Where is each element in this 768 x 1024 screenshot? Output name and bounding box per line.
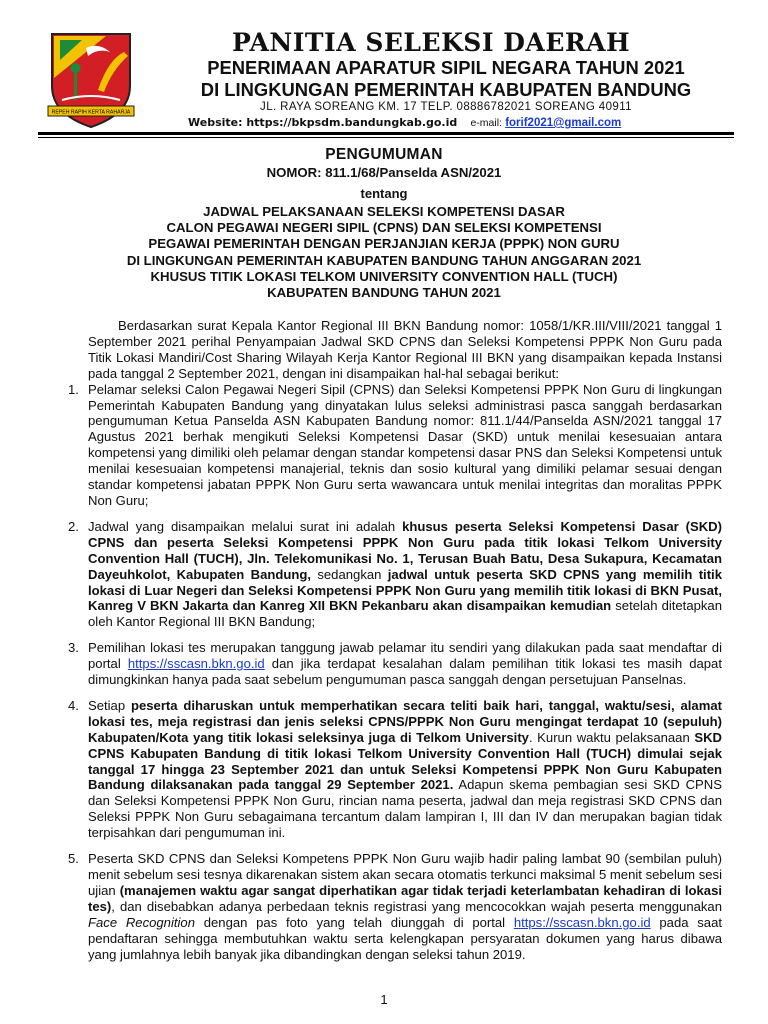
letterhead-line2: DI LINGKUNGAN PEMERINTAH KABUPATEN BANDUNG xyxy=(200,79,692,100)
announcement-subject xyxy=(0,204,768,301)
item-text-bold: jadwal untuk peserta SKD CPNS yang memilih titik lokasi di Luar Negeri dan Seleksi Kompetensi PPPK Non Guru yang memilih titik lokasi di BKN Pusat, Kanreg V BKN Jakarta dan Kanreg XII BKN Pekanbaru akan disampaikan kemudian xyxy=(88,566,722,614)
item-text: Peserta SKD CPNS dan Seleksi Kompetens PPPK Non Guru wajib hadir paling lambat 90 (sembilan puluh) menit sebelum sesi tesnya dikarenakan sistem akan secara otomatis terkunci maksimal 5 menit sebelum sesi ujian xyxy=(88,851,722,898)
sscasn-link[interactable]: https://sscasn.bkn.go.id xyxy=(127,656,265,672)
item-number: 1. xyxy=(68,381,79,397)
list-item xyxy=(68,381,722,509)
item-text: . Kurun waktu pelaksanaan xyxy=(528,729,695,745)
letterhead-address: JL. RAYA SOREANG KM. 17 TELP. 08886782021 SOREANG 40911 xyxy=(260,101,632,113)
item-text-bold: khusus peserta Seleksi Kompetensi Dasar (SKD) CPNS dan peserta Seleksi Kompetensi PPPK Non Guru pada titik lokasi Telkom University Convention Hall (TUCH), Jln. Telekomunikasi No. 1, Terusan Buah Batu, Desa Sukapura, Kecamatan Dayeuhkolot, Kabupaten Bandung, xyxy=(88,518,722,582)
letterhead-rule-thin xyxy=(38,137,734,138)
item-text-italic: Face Recognition xyxy=(88,914,195,930)
subject-line: JADWAL PELAKSANAAN SELEKSI KOMPETENSI DASAR xyxy=(203,204,565,219)
list-item xyxy=(68,518,722,630)
logo-motto: REPEH RAPIH KERTA RAHARJA xyxy=(51,109,131,116)
subject-line: KHUSUS TITIK LOKASI TELKOM UNIVERSITY CONVENTION HALL (TUCH) xyxy=(150,268,618,284)
website-label: Website: https://bkpsdm.bandungkab.go.id xyxy=(188,116,458,129)
list-item xyxy=(68,640,722,688)
item-text: , dan disebabkan adanya perbedaan teknis registrasi yang mencocokkan wajah peserta menggunakan xyxy=(111,898,722,914)
item-text-bold: SKD CPNS Kabupaten Bandung di titik lokasi Telkom University Convention Hall (TUCH) dimulai sejak tanggal 17 hingga 23 September 2021 dan untuk Seleksi Kompetensi PPPK Non Guru Kabupaten Bandung dilaksanakan pada tanggal 29 September 2021. xyxy=(88,729,722,793)
announcement-tentang: tentang xyxy=(360,186,408,201)
item-text: Pemilihan lokasi tes merupakan tanggung jawab pelamar itu sendiri yang dilakukan pada saat mendaftar di portal xyxy=(88,640,722,672)
subject-line: CALON PEGAWAI NEGERI SIPIL (CPNS) DAN SELEKSI KOMPETENSI xyxy=(166,220,602,236)
item-number: 5. xyxy=(68,851,79,867)
page-number: 1 xyxy=(380,992,388,1007)
item-text: sedangkan xyxy=(310,566,388,582)
item-text: dengan pas foto yang telah diunggah di portal xyxy=(195,914,514,930)
email-label: e-mail: xyxy=(470,117,502,129)
item-text: dan jika terdapat kesalahan dalam pemilihan titik lokasi tes masih dapat dimungkinkan hanya pada saat sebelum pengumuman pasca sanggah dengan persetujuan Panselnas. xyxy=(88,656,722,688)
subject-line: PEGAWAI PEMERINTAH DENGAN PERJANJIAN KERJA (PPPK) NON GURU xyxy=(148,236,620,252)
list-item xyxy=(68,851,723,962)
item-number: 2. xyxy=(68,518,79,534)
announcement-body xyxy=(68,318,723,962)
subject-line: DI LINGKUNGAN PEMERINTAH KABUPATEN BANDUNG TAHUN ANGGARAN 2021 xyxy=(126,252,642,268)
kabupaten-bandung-emblem xyxy=(46,30,136,130)
letterhead-title: PANITIA SELEKSI DAERAH xyxy=(232,28,631,57)
item-text: Pelamar seleksi Calon Pegawai Negeri Sipil (CPNS) dan Seleksi Kompetensi PPPK Non Guru di lingkungan Pemerintah Kabupaten Bandung yang dinyatakan lulus seleksi administrasi pasca sanggah berdasarkan pengumuman Ketua Panselda ASN Kabupaten Bandung nomor: 811.1/44/Panselda ASN/2021 tanggal 17 Agustus 2021 berhak mengikuti Seleksi Kompetensi Dasar (SKD) untuk menilai kesesuaian antara kompetensi yang dimiliki oleh pelamar dengan standar kompetensi dasar PNS dan Seleksi Kompetensi untuk menilai kesesuaian kompetensi manajerial, teknis dan sosio kultural yang dimiliki pelamar sesuai dengan standar kompetensi jabatan PPPK Non Guru serta wawancara untuk menilai integritas dan moralitas PPPK Non Guru; xyxy=(88,381,722,508)
list-item xyxy=(68,697,723,841)
email-link[interactable]: forif2021@gmail.com xyxy=(505,117,622,129)
item-number: 3. xyxy=(68,640,79,656)
item-text: Setiap xyxy=(88,697,131,713)
letterhead-contact xyxy=(188,116,621,129)
subject-line: KABUPATEN BANDUNG TAHUN 2021 xyxy=(267,285,501,301)
item-text: Jadwal yang disampaikan melalui surat ini adalah xyxy=(88,518,403,534)
item-text-bold: peserta diharuskan untuk memperhatikan secara teliti baik hari, tanggal, waktu/sesi, alamat lokasi tes, meja registrasi dan jenis seleksi CPNS/PPPK Non Guru mengingat terdapat 10 (sepuluh) Kabupaten/Kota yang titik lokasi seleksinya juga di Telkom University xyxy=(88,697,723,745)
sscasn-link[interactable]: https://sscasn.bkn.go.id xyxy=(513,914,651,930)
announcement-number: NOMOR: 811.1/68/Panselda ASN/2021 xyxy=(266,165,502,180)
item-text: Adapun skema pembagian sesi SKD CPNS dan Seleksi Kompetensi PPPK Non Guru, rincian nama peserta, jadwal dan meja registrasi SKD CPNS dan Seleksi PPPK Non Guru sebagaimana tercantum dalam lampiran I, III dan IV dan merupakan bagian tidak terpisahkan dari pengumuman ini. xyxy=(88,777,722,841)
item-text: pada saat pendaftaran sehingga membutuhkan waktu serta kelengkapan persyaratan dokumen yang harus dibawa yang jumlahnya lebih banyak jika dibandingkan dengan seleksi tahun 2019. xyxy=(88,914,723,962)
announcement-title: PENGUMUMAN xyxy=(325,146,443,163)
item-text: setelah ditetapkan oleh Kantor Regional III BKN Bandung; xyxy=(88,598,722,630)
letterhead-line1: PENERIMAAN APARATUR SIPIL NEGARA TAHUN 2021 xyxy=(207,57,685,78)
announcement-items xyxy=(68,381,723,963)
intro-paragraph: Berdasarkan surat Kepala Kantor Regional III BKN Bandung nomor: 1058/1/KR.III/VIII/2021 tanggal 1 September 2021 perihal Penyampaian Jadwal SKD CPNS dan Seleksi Kompetensi PPPK Non Guru pada Titik Lokasi Mandiri/Cost Sharing Wilayah Kerja Kantor Regional III BKN yang disampaikan kepada Instansi pada tanggal 2 September 2021, dengan ini disampaikan hal-hal sebagai berikut: xyxy=(88,318,722,381)
item-number: 4. xyxy=(68,697,79,713)
letterhead-rule-thick xyxy=(38,132,734,135)
item-text-bold: (manajemen waktu agar sangat diperhatikan agar tidak terjadi keterlambatan kehadiran di lokasi tes) xyxy=(88,882,722,914)
